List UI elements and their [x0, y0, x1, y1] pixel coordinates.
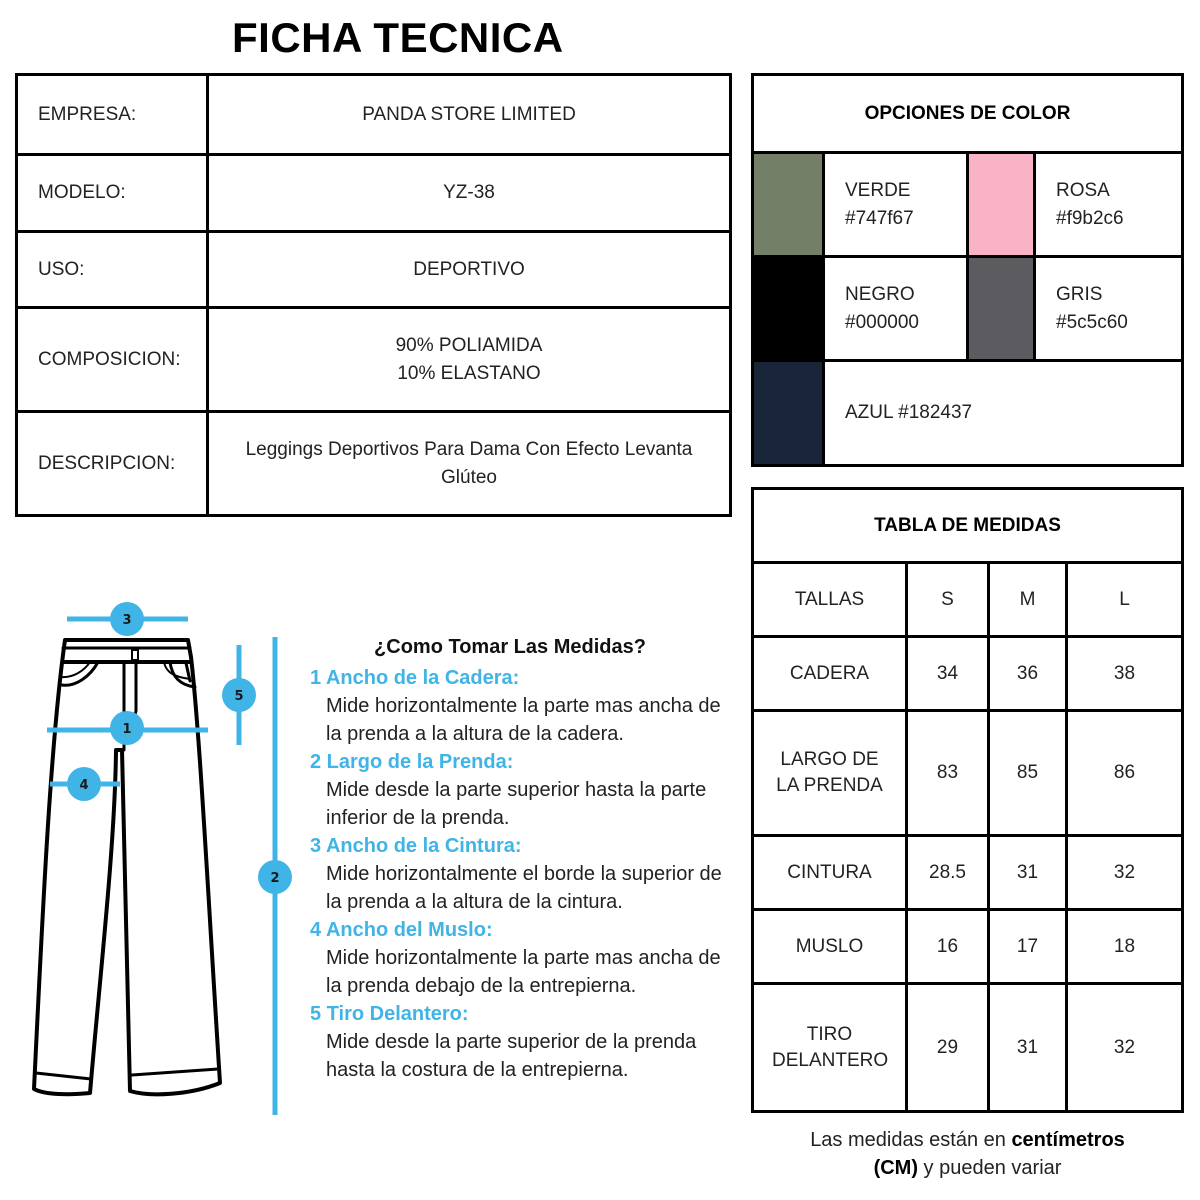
spec-label: MODELO: — [17, 155, 208, 232]
spec-label: USO: — [17, 232, 208, 308]
row-label: LARGO DE LA PRENDA — [753, 711, 907, 836]
color-swatch-negro — [753, 257, 824, 361]
color-name-negro — [824, 257, 968, 361]
column-header: TALLAS — [753, 563, 907, 637]
row-label: TIRO DELANTERO — [753, 984, 907, 1112]
spec-value: DEPORTIVO — [208, 232, 731, 308]
step-4 — [310, 916, 735, 1000]
marker-3-label: 3 — [122, 613, 132, 628]
note-unit-abbr: (CM) — [873, 1157, 918, 1179]
composition-line-2: 10% ELASTANO — [397, 362, 541, 384]
marker-2-label: 2 — [270, 871, 280, 886]
spec-value: Leggings Deportivos Para Dama Con Efecto Levanta Glúteo — [208, 412, 731, 516]
color-hex: #000000 — [845, 311, 919, 333]
size-table — [751, 487, 1184, 1113]
row-label: MUSLO — [753, 910, 907, 984]
spec-row-uso — [17, 232, 731, 308]
color-name-azul: AZUL #182437 — [824, 361, 1183, 466]
cell: 31 — [989, 836, 1067, 910]
table-row — [753, 984, 1183, 1112]
step-title: 1 Ancho de la Cadera: — [310, 667, 520, 689]
spec-value: PANDA STORE LIMITED — [208, 75, 731, 155]
marker-1-label: 1 — [122, 722, 132, 737]
step-title: 4 Ancho del Muslo: — [310, 919, 493, 941]
color-hex: #747f67 — [845, 207, 914, 229]
cell: 18 — [1067, 910, 1183, 984]
cell: 86 — [1067, 711, 1183, 836]
step-description: Mide horizontalmente la parte mas ancha de la prenda debajo de la entrepierna. — [326, 947, 721, 997]
spec-label: COMPOSICION: — [17, 308, 208, 412]
table-row — [753, 711, 1183, 836]
marker-4-label: 4 — [79, 778, 89, 793]
color-swatch-rosa — [968, 153, 1035, 257]
marker-5-label: 5 — [234, 689, 244, 704]
step-5 — [310, 1000, 735, 1084]
row-label: CINTURA — [753, 836, 907, 910]
marker-4 — [67, 767, 101, 801]
cell: 16 — [907, 910, 989, 984]
cell: 38 — [1067, 637, 1183, 711]
cell: 17 — [989, 910, 1067, 984]
step-description: Mide horizontalmente el borde la superior de la prenda a la altura de la cintura. — [326, 863, 722, 913]
step-1 — [310, 664, 735, 748]
cell: 28.5 — [907, 836, 989, 910]
spec-row-descripcion — [17, 412, 731, 516]
spec-row-empresa — [17, 75, 731, 155]
spec-label: EMPRESA: — [17, 75, 208, 155]
cell: 85 — [989, 711, 1067, 836]
how-to-steps — [310, 664, 735, 1084]
cell: 31 — [989, 984, 1067, 1112]
step-title: 2 Largo de la Prenda: — [310, 751, 514, 773]
color-label: NEGRO — [845, 283, 915, 305]
how-to-title: ¿Como Tomar Las Medidas? — [374, 636, 646, 658]
spec-table — [15, 73, 732, 517]
color-swatch-gris — [968, 257, 1035, 361]
cell: 83 — [907, 711, 989, 836]
color-options-header: OPCIONES DE COLOR — [753, 75, 1183, 153]
spec-label: DESCRIPCION: — [17, 412, 208, 516]
column-header: L — [1067, 563, 1183, 637]
color-swatch-verde — [753, 153, 824, 257]
color-name-verde — [824, 153, 968, 257]
step-description: Mide desde la parte superior hasta la parte inferior de la prenda. — [326, 779, 707, 829]
cell: 29 — [907, 984, 989, 1112]
note-prefix: Las medidas están en — [810, 1129, 1012, 1151]
marker-5 — [222, 678, 256, 712]
size-table-header: TABLA DE MEDIDAS — [753, 489, 1183, 563]
row-label: CADERA — [753, 637, 907, 711]
color-name-gris — [1035, 257, 1183, 361]
color-label: ROSA — [1056, 179, 1110, 201]
color-label: GRIS — [1056, 283, 1103, 305]
spec-value — [208, 308, 731, 412]
color-swatch-azul — [753, 361, 824, 466]
spec-value: YZ-38 — [208, 155, 731, 232]
table-row — [753, 836, 1183, 910]
spec-row-composicion — [17, 308, 731, 412]
color-hex: #f9b2c6 — [1056, 207, 1124, 229]
cell: 32 — [1067, 836, 1183, 910]
pants-outline — [34, 640, 220, 1094]
step-title: 3 Ancho de la Cintura: — [310, 835, 522, 857]
measurement-note — [770, 1126, 1165, 1182]
page-title: FICHA TECNICA — [232, 14, 564, 61]
spec-row-modelo — [17, 155, 731, 232]
table-row — [753, 910, 1183, 984]
color-label: VERDE — [845, 179, 911, 201]
step-description: Mide desde la parte superior de la prenda hasta la costura de la entrepierna. — [326, 1031, 697, 1081]
color-options-table — [751, 73, 1184, 467]
cell: 32 — [1067, 984, 1183, 1112]
color-name-rosa — [1035, 153, 1183, 257]
marker-3 — [110, 602, 144, 636]
step-description: Mide horizontalmente la parte mas ancha de la prenda a la altura de la cadera. — [326, 695, 721, 745]
color-hex: #5c5c60 — [1056, 311, 1128, 333]
marker-1 — [110, 711, 144, 745]
step-title: 5 Tiro Delantero: — [310, 1003, 469, 1025]
column-header: M — [989, 563, 1067, 637]
step-2 — [310, 748, 735, 832]
cell: 36 — [989, 637, 1067, 711]
column-header: S — [907, 563, 989, 637]
table-row — [753, 637, 1183, 711]
composition-line-1: 90% POLIAMIDA — [395, 334, 543, 356]
size-columns-row — [753, 563, 1183, 637]
note-suffix: y pueden variar — [918, 1157, 1062, 1179]
pants-diagram — [20, 595, 300, 1120]
step-3 — [310, 832, 735, 916]
cell: 34 — [907, 637, 989, 711]
note-unit: centímetros — [1011, 1129, 1125, 1151]
marker-2 — [258, 860, 292, 894]
